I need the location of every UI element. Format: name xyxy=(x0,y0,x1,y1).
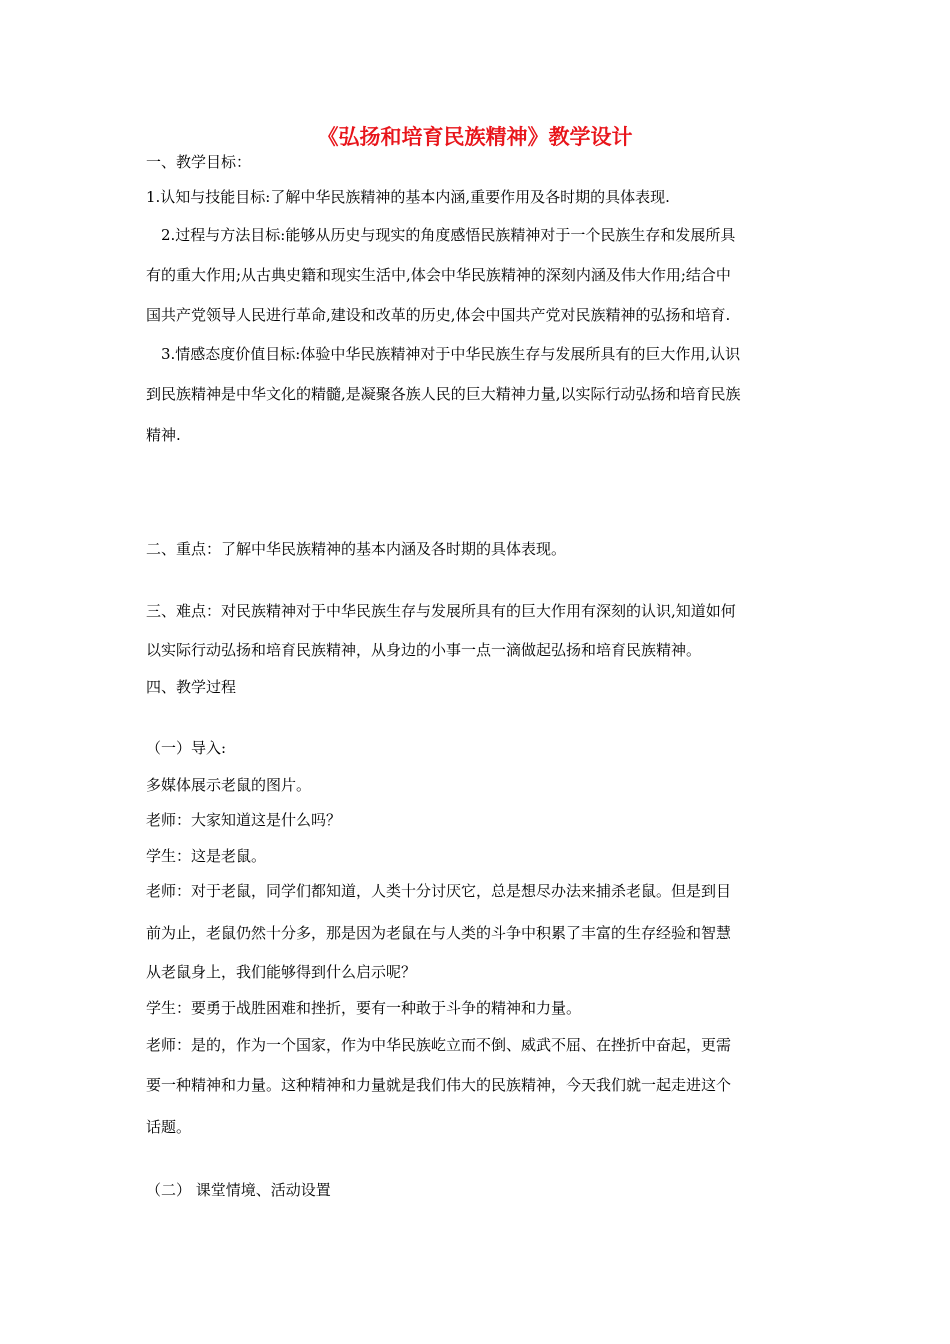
paragraph-line: 以实际行动弘扬和培育民族精神，从身边的小事一点一滴做起弘扬和培育民族精神。 xyxy=(146,641,702,659)
dialogue-line: 学生：要勇于战胜困难和挫折，要有一种敢于斗争的精神和力量。 xyxy=(146,999,582,1017)
paragraph-line: 1.认知与技能目标:了解中华民族精神的基本内涵,重要作用及各时期的具体表现. xyxy=(146,188,670,206)
subsection-heading-intro: （一）导入: xyxy=(146,739,227,757)
dialogue-line: 从老鼠身上，我们能够得到什么启示呢？ xyxy=(146,963,417,981)
paragraph-line: 有的重大作用;从古典史籍和现实生活中,体会中华民族精神的深刻内涵及伟大作用;结合中 xyxy=(146,266,731,284)
paragraph-line: 精神. xyxy=(146,426,181,444)
section-heading-difficulties: 三、难点：对民族精神对于中华民族生存与发展所具有的巨大作用有深刻的认识,知道如何 xyxy=(146,602,736,620)
dialogue-line: 话题。 xyxy=(146,1118,192,1136)
dialogue-line: 要一种精神和力量。这种精神和力量就是我们伟大的民族精神，今天我们就一起走进这个 xyxy=(146,1076,732,1094)
subsection-heading-activities: （二） 课堂情境、活动设置 xyxy=(146,1181,331,1199)
dialogue-line: 老师：对于老鼠，同学们都知道，人类十分讨厌它，总是想尽办法来捕杀老鼠。但是到目 xyxy=(146,882,732,900)
dialogue-line: 老师：大家知道这是什么吗？ xyxy=(146,811,342,829)
section-heading-key-points: 二、重点：了解中华民族精神的基本内涵及各时期的具体表现。 xyxy=(146,540,567,558)
section-heading-process: 四、教学过程 xyxy=(146,678,237,696)
dialogue-line: 学生：这是老鼠。 xyxy=(146,847,267,865)
paragraph-line: 多媒体展示老鼠的图片。 xyxy=(146,776,312,794)
paragraph-line: 3.情感态度价值目标:体验中华民族精神对于中华民族生存与发展所具有的巨大作用,认识 xyxy=(161,345,741,363)
document-title: 《弘扬和培育民族精神》教学设计 xyxy=(317,124,633,149)
section-heading-objectives: 一、教学目标： xyxy=(146,153,252,171)
paragraph-line: 到民族精神是中华文化的精髓,是凝聚各族人民的巨大精神力量,以实际行动弘扬和培育民族 xyxy=(146,385,741,403)
dialogue-line: 前为止，老鼠仍然十分多，那是因为老鼠在与人类的斗争中积累了丰富的生存经验和智慧 xyxy=(146,924,732,942)
paragraph-line: 2.过程与方法目标:能够从历史与现实的角度感悟民族精神对于一个民族生存和发展所具 xyxy=(161,226,736,244)
paragraph-line: 国共产党领导人民进行革命,建设和改革的历史,体会中国共产党对民族精神的弘扬和培育. xyxy=(146,306,731,324)
dialogue-line: 老师：是的，作为一个国家，作为中华民族屹立而不倒、威武不屈、在挫折中奋起，更需 xyxy=(146,1036,732,1054)
